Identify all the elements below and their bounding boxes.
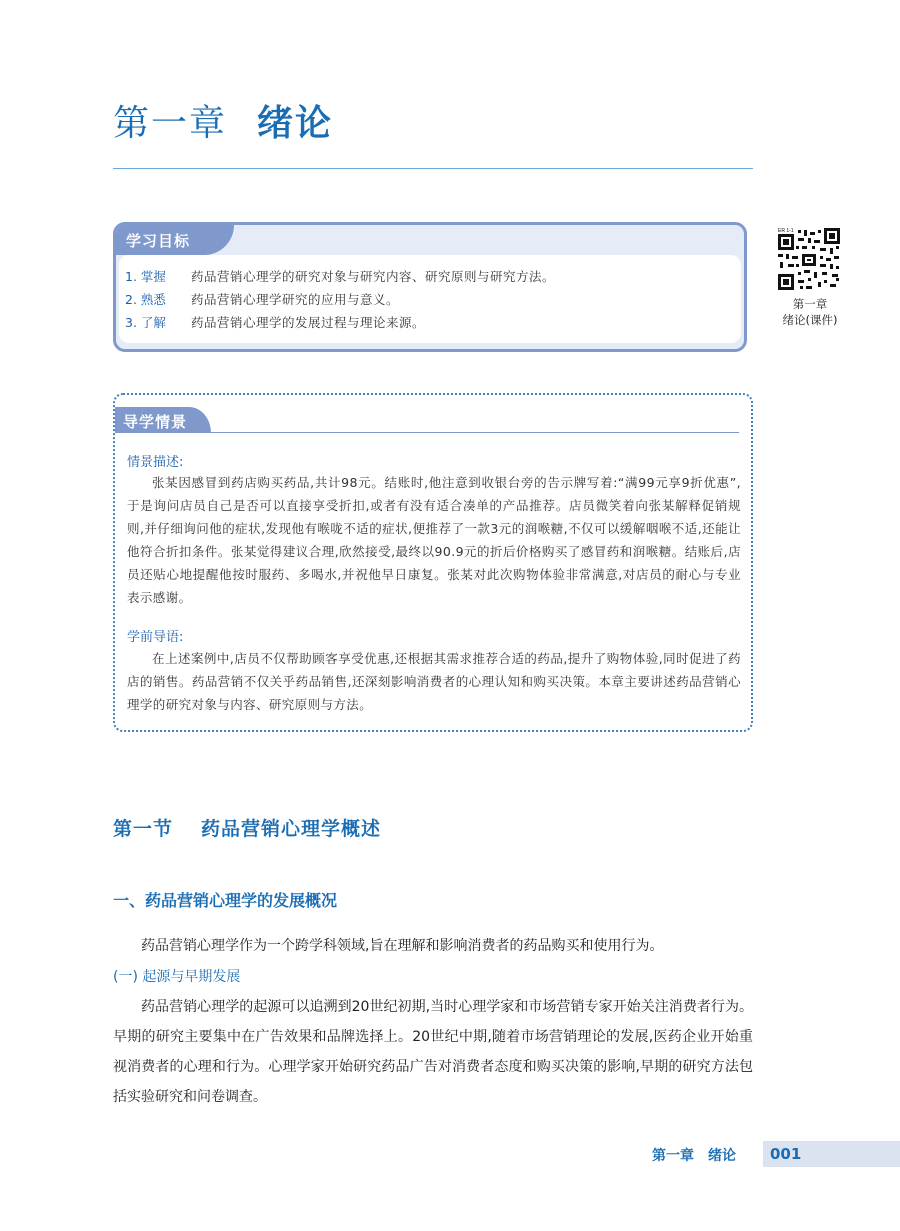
qr-caption-chapter: 第一章 (792, 297, 828, 311)
footer-chapter (652, 1145, 736, 1165)
objective-level: 3. 了解 (125, 315, 166, 330)
objective-text: 药品营销心理学研究的应用与意义。 (191, 292, 400, 307)
guided-scenario-box (113, 393, 753, 732)
chapter-number: 第一章 (113, 103, 228, 144)
qr-caption (770, 296, 850, 328)
scenario-intro-label: 学前导语: (127, 630, 184, 645)
footer-chapter-label: 第一章 (652, 1148, 694, 1164)
body-paragraph: 药品营销心理学作为一个跨学科领域,旨在理解和影响消费者的药品购买和使用行为。 (141, 938, 664, 954)
section-name: 药品营销心理学概述 (201, 818, 382, 840)
page-number: 001 (770, 1145, 802, 1163)
objective-item (119, 311, 741, 334)
qr-code-icon[interactable] (776, 226, 842, 292)
qr-caption-title: 绪论(课件) (782, 313, 838, 327)
footer-chapter-title: 绪论 (708, 1148, 736, 1164)
section-title (113, 814, 381, 841)
objective-text: 药品营销心理学的发展过程与理论来源。 (191, 315, 426, 330)
objectives-title: 学习目标 (126, 232, 191, 250)
scenario-description-text: 张某因感冒到药店购买药品,共计98元。结账时,他注意到收银台旁的告示牌写着:“满99元享9折优惠”,于是询问店员自己是否可以直接享受折扣,或者有没有适合凑单的产品推荐。店员微笑着向张某解释促销规则,并仔细询问他的症状,发现他有喉咙不适的症状,便推荐了一款3元的润喉糖,不仅可以缓解咽喉不适,还能让他符合折扣条件。张某觉得建议合理,欣然接受,最终以90.9元的折后价格购买了感冒药和润喉糖。结账后,店员还贴心地提醒他按时服药、多喝水,并祝他早日康复。张某对此次购物体验非常满意,对店员的耐心与专业表示感谢。 (127, 475, 741, 605)
subsection-title: 一、药品营销心理学的发展概况 (113, 891, 338, 910)
objectives-list (119, 255, 741, 343)
chapter-title (113, 96, 333, 152)
section-number: 第一节 (113, 818, 174, 840)
objective-level: 1. 掌握 (125, 269, 166, 284)
scenario-description-label: 情景描述: (127, 455, 184, 470)
objective-item (119, 265, 741, 288)
objective-text: 药品营销心理学的研究对象与研究内容、研究原则与研究方法。 (191, 269, 556, 284)
qr-code-id: ER 1-1 (778, 228, 794, 234)
learning-objectives-box (113, 222, 747, 352)
chapter-divider (113, 168, 753, 169)
scenario-intro-text: 在上述案例中,店员不仅帮助顾客享受优惠,还根据其需求推荐合适的药品,提升了购物体验,同时促进了药店的销售。药品营销不仅关乎药品销售,还深刻影响消费者的心理认知和购买决策。本章主要讲述药品营销心理学的研究对象与内容、研究原则与方法。 (127, 651, 741, 712)
body-paragraph: 药品营销心理学的起源可以追溯到20世纪初期,当时心理学家和市场营销专家开始关注消费者行为。早期的研究主要集中在广告效果和品牌选择上。20世纪中期,随着市场营销理论的发展,医药企业开始重视消费者的心理和行为。心理学家开始研究药品广告对消费者态度和购买决策的影响,早期的研究方法包括实验研究和问卷调查。 (113, 999, 753, 1105)
scenario-divider (211, 432, 739, 433)
chapter-name: 绪论 (257, 103, 334, 144)
scenario-title: 导学情景 (123, 413, 188, 431)
subsubsection-title: (一) 起源与早期发展 (113, 969, 241, 985)
objective-level: 2. 熟悉 (125, 292, 166, 307)
objective-item (119, 288, 741, 311)
